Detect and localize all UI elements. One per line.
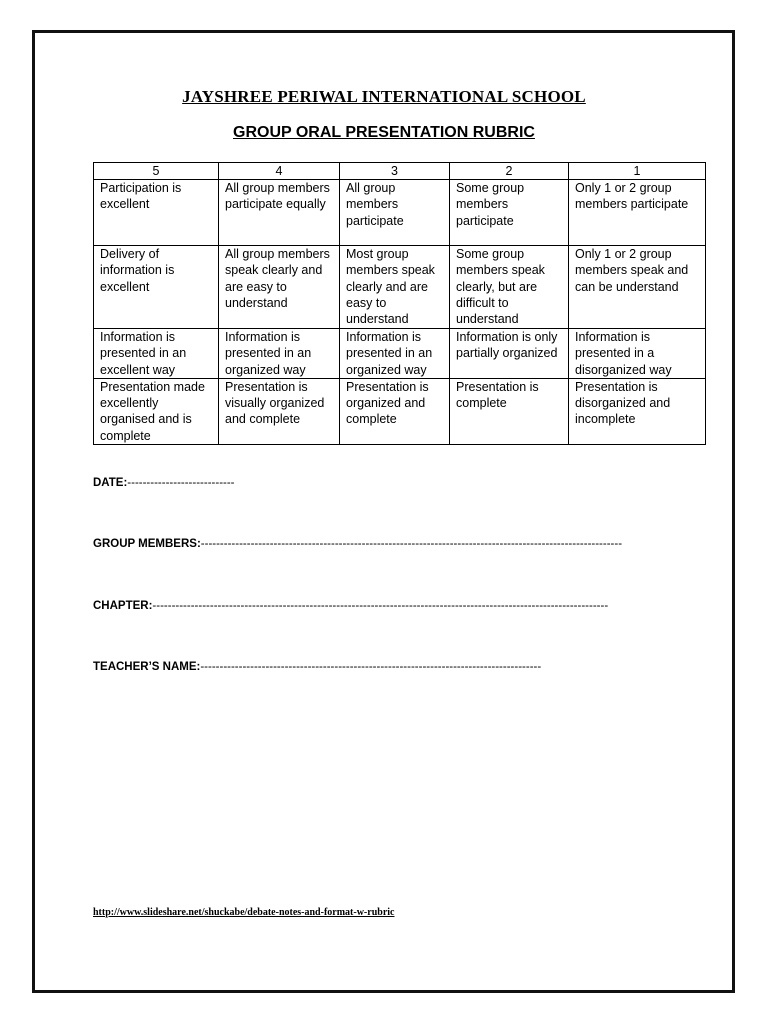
score-header-row xyxy=(94,163,706,180)
rubric-cell: Information is presented in a disorganized way xyxy=(569,329,706,379)
rubric-cell: Presentation is visually organized and complete xyxy=(219,378,340,444)
date-line: ---------------------------- xyxy=(127,477,235,489)
chapter-label: CHAPTER: xyxy=(93,600,153,612)
table-row xyxy=(94,329,706,379)
score-header: 3 xyxy=(340,163,450,180)
date-label: DATE: xyxy=(93,477,128,489)
rubric-cell: Information is presented in an excellent way xyxy=(94,329,219,379)
score-header: 5 xyxy=(94,163,219,180)
source-link[interactable]: http://www.slideshare.net/shuckabe/debate-notes-and-format-w-rubric xyxy=(93,907,395,918)
rubric-cell: Information is presented in an organized way xyxy=(219,329,340,379)
rubric-cell: All group members participate equally xyxy=(219,180,340,246)
rubric-cell: All group members speak clearly and are easy to understand xyxy=(219,246,340,329)
rubric-cell: Most group members speak clearly and are easy to understand xyxy=(340,246,450,329)
score-header: 4 xyxy=(219,163,340,180)
school-name: JAYSHREE PERIWAL INTERNATIONAL SCHOOL xyxy=(182,87,586,106)
rubric-cell: Only 1 or 2 group members participate xyxy=(569,180,706,246)
rubric-cell: Information is presented in an organized way xyxy=(340,329,450,379)
rubric-cell: Some group members participate xyxy=(450,180,569,246)
table-row xyxy=(94,246,706,329)
rubric-title: GROUP ORAL PRESENTATION RUBRIC xyxy=(233,124,535,141)
score-header: 1 xyxy=(569,163,706,180)
date-field xyxy=(93,477,235,489)
rubric-cell: Presentation is disorganized and incomplete xyxy=(569,378,706,444)
rubric-table xyxy=(93,162,706,445)
rubric-cell: Presentation is complete xyxy=(450,378,569,444)
rubric-cell: Participation is excellent xyxy=(94,180,219,246)
table-row xyxy=(94,180,706,246)
group-members-field xyxy=(93,538,622,550)
score-header: 2 xyxy=(450,163,569,180)
rubric-cell: Presentation made excellently organised and is complete xyxy=(94,378,219,444)
rubric-cell: All group members participate xyxy=(340,180,450,246)
rubric-cell: Only 1 or 2 group members speak and can be understand xyxy=(569,246,706,329)
teacher-name-label: TEACHER’S NAME: xyxy=(93,661,201,673)
rubric-cell: Some group members speak clearly, but are difficult to understand xyxy=(450,246,569,329)
chapter-field xyxy=(93,600,608,612)
chapter-line: ----------------------------------------------------------------------------------------------------------------------- xyxy=(152,600,609,612)
rubric-cell: Presentation is organized and complete xyxy=(340,378,450,444)
group-members-line: -------------------------------------------------------------------------------------------------------------- xyxy=(200,538,623,550)
teacher-name-field xyxy=(93,661,541,673)
rubric-cell: Information is only partially organized xyxy=(450,329,569,379)
table-row xyxy=(94,378,706,444)
rubric-cell: Delivery of information is excellent xyxy=(94,246,219,329)
group-members-label: GROUP MEMBERS: xyxy=(93,538,201,550)
teacher-name-line: ----------------------------------------------------------------------------------------- xyxy=(200,661,542,673)
